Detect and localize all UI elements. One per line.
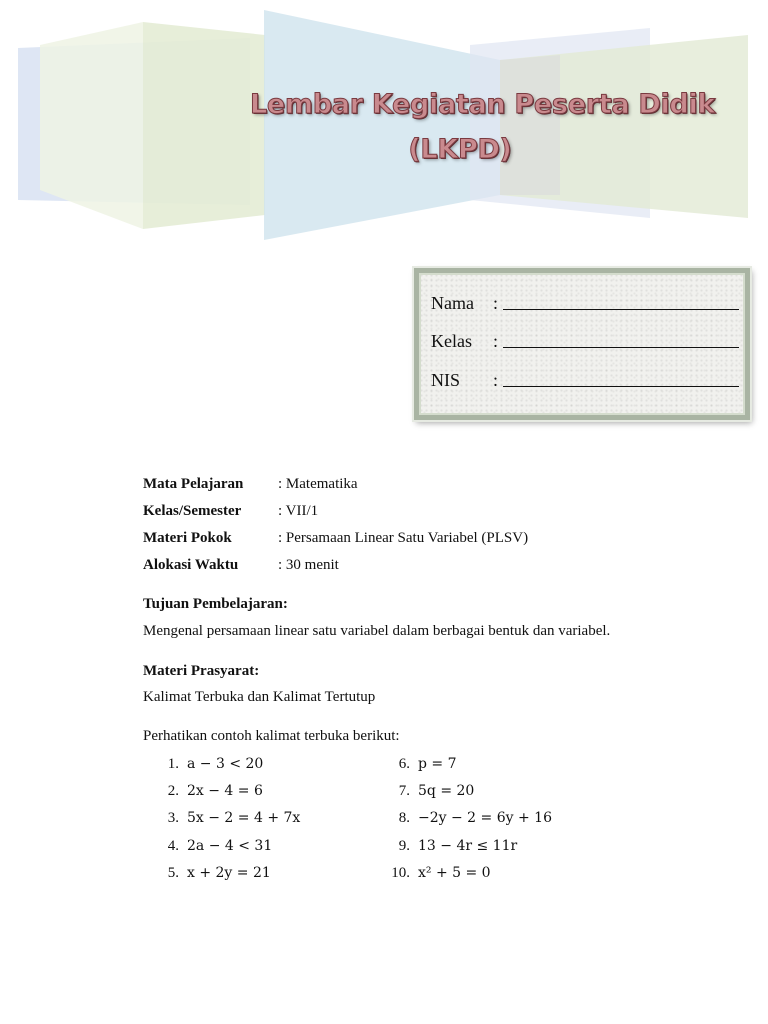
example-number: 7.: [398, 783, 410, 799]
example-item: [398, 838, 518, 855]
info-key: Kelas/Semester: [143, 503, 242, 519]
example-expression: 2a − 4 < 31: [187, 838, 273, 854]
example-item: [391, 865, 491, 882]
nis-blank-line[interactable]: [503, 386, 739, 387]
document-title: [250, 82, 716, 172]
prerequisite-heading: Materi Prasyarat:: [143, 663, 260, 679]
info-value: : Persamaan Linear Satu Variabel (PLSV): [278, 530, 529, 546]
example-expression: 5x − 2 = 4 + 7x: [187, 810, 301, 826]
example-expression: x + 2y = 21: [187, 865, 271, 881]
nis-colon: :: [493, 370, 499, 390]
example-item: [167, 783, 263, 800]
class-blank-line[interactable]: [503, 347, 739, 348]
name-blank-line[interactable]: [503, 309, 739, 310]
info-key: Alokasi Waktu: [143, 557, 239, 573]
info-key: Materi Pokok: [143, 530, 232, 546]
example-item: [398, 810, 552, 827]
example-number: 10.: [391, 865, 410, 881]
info-value: : Matematika: [278, 476, 358, 492]
example-number: 6.: [398, 756, 410, 772]
title-line-2: (LKPD): [408, 134, 512, 165]
example-number: 2.: [167, 783, 179, 799]
example-expression: 13 − 4r ≤ 11r: [418, 838, 518, 854]
example-item: [167, 810, 301, 827]
prerequisite-text: Kalimat Terbuka dan Kalimat Tertutup: [143, 689, 376, 705]
name-colon: :: [493, 293, 499, 313]
info-value: : 30 menit: [278, 557, 339, 573]
example-item: [167, 756, 264, 773]
example-expression: a − 3 < 20: [187, 756, 264, 772]
example-number: 3.: [167, 810, 179, 826]
example-number: 9.: [398, 838, 410, 854]
example-expression: x² + 5 = 0: [418, 865, 491, 881]
example-item: [398, 783, 475, 800]
class-label: Kelas: [431, 331, 472, 351]
info-key: Mata Pelajaran: [143, 476, 244, 492]
title-line-1: Lembar Kegiatan Peserta Didik: [250, 89, 716, 120]
objective-text: Mengenal persamaan linear satu variabel dalam berbagai bentuk dan variabel.: [143, 623, 611, 639]
example-item: [167, 838, 273, 855]
name-label: Nama: [431, 293, 474, 313]
example-number: 4.: [167, 838, 179, 854]
class-colon: :: [493, 331, 499, 351]
example-number: 5.: [167, 865, 179, 881]
nis-label: NIS: [431, 370, 461, 390]
student-identity-box: [414, 268, 750, 420]
example-item: [398, 756, 457, 773]
example-expression: 5q = 20: [418, 783, 475, 799]
info-value: : VII/1: [278, 503, 319, 519]
example-expression: p = 7: [418, 756, 457, 772]
example-expression: −2y − 2 = 6y + 16: [418, 810, 552, 826]
examples-intro: Perhatikan contoh kalimat terbuka berikut:: [143, 728, 400, 744]
example-number: 8.: [398, 810, 410, 826]
example-number: 1.: [167, 756, 179, 772]
example-expression: 2x − 4 = 6: [187, 783, 263, 799]
objective-heading: Tujuan Pembelajaran:: [143, 596, 288, 612]
example-item: [167, 865, 271, 882]
